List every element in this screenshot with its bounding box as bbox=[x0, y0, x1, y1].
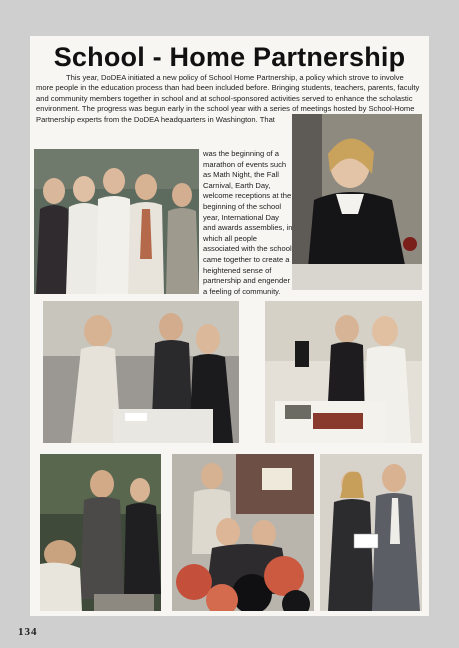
page-number: 134 bbox=[18, 626, 38, 638]
photo-woman-at-table bbox=[292, 114, 422, 290]
photo-two-women-gifts bbox=[265, 301, 422, 443]
column-paragraph: was the beginning of a marathon of events such as Math Night, the Fall Carnival, Earth Day, welcome receptions at the beginning of the school year, International Day and awards assemblies, in which all people associated with the school came together to create a heightened sense of partnership and engender a feeling of community. bbox=[203, 149, 293, 296]
photo-women-balloons bbox=[172, 454, 314, 611]
page-title: School - Home Partnership bbox=[53, 42, 406, 72]
photo-handshake-certificate bbox=[320, 454, 422, 611]
intro-paragraph: This year, DoDEA initiated a new policy of School Home Partnership, a policy which strove to involve more people in the education process than had been included before. Bringing students, teachers, parents, faculty and community members together in school and at school-sponsored activities served to enhance the scholastic environment. The progress was begun early in the school year with a series of meetings hosted by School-Home Partnership experts from the DoDEA headquarters in Washington. That bbox=[36, 73, 420, 124]
yearbook-page bbox=[30, 36, 429, 616]
photo-man-and-woman bbox=[40, 454, 161, 611]
photo-group-women bbox=[34, 149, 199, 294]
photo-sign-in-table bbox=[43, 301, 239, 443]
